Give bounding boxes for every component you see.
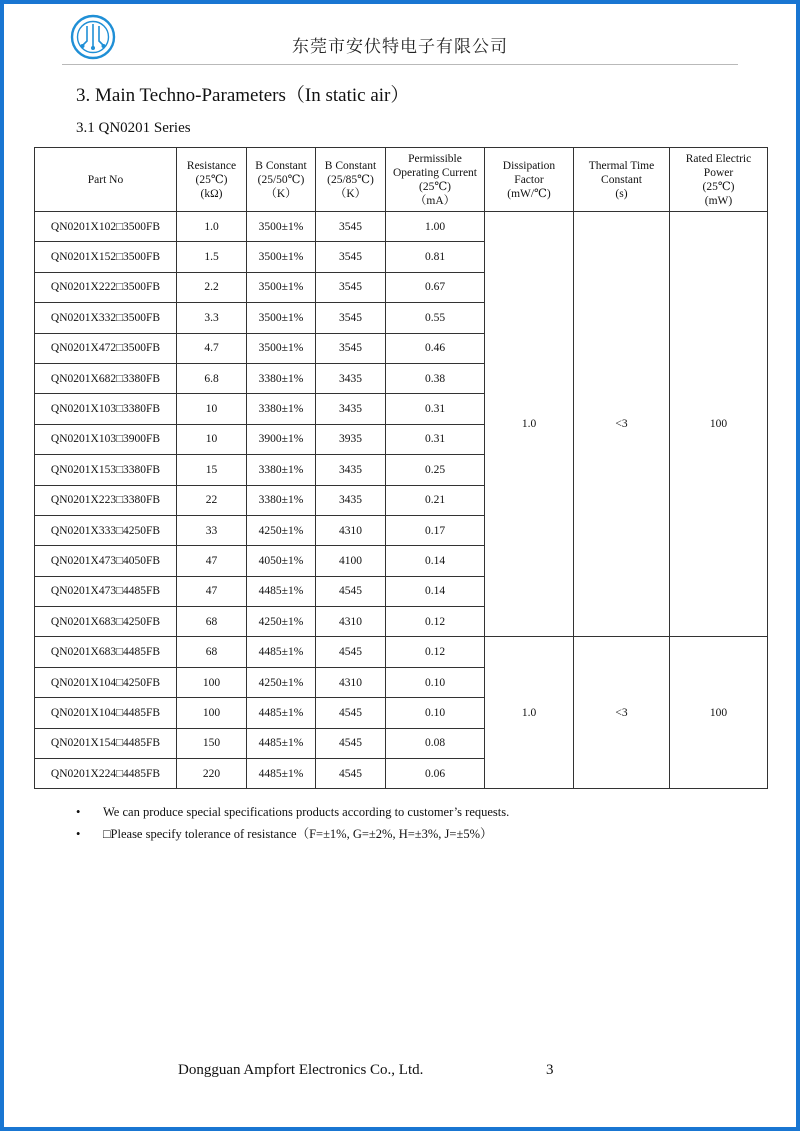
part-no-cell: QN0201X103□3380FB xyxy=(35,394,177,424)
b-constant-85-cell: 4310 xyxy=(316,667,386,697)
b-constant-50-cell: 3380±1% xyxy=(247,485,316,515)
header-line-text: (s) xyxy=(615,187,628,200)
table-row xyxy=(35,637,768,667)
notes-list xyxy=(76,801,509,845)
operating-current-cell: 0.81 xyxy=(386,242,485,272)
operating-current-cell: 0.08 xyxy=(386,728,485,758)
part-no-cell: QN0201X473□4485FB xyxy=(35,576,177,606)
b-constant-50-cell: 4250±1% xyxy=(247,607,316,637)
b-constant-85-cell: 4545 xyxy=(316,698,386,728)
part-no-cell: QN0201X472□3500FB xyxy=(35,333,177,363)
b-constant-50-cell: 3500±1% xyxy=(247,212,316,242)
operating-current-cell: 0.17 xyxy=(386,515,485,545)
operating-current-cell: 0.31 xyxy=(386,394,485,424)
b-constant-50-cell: 3500±1% xyxy=(247,272,316,302)
resistance-cell: 68 xyxy=(177,637,247,667)
resistance-cell: 100 xyxy=(177,698,247,728)
resistance-cell: 15 xyxy=(177,455,247,485)
part-no-cell: QN0201X154□4485FB xyxy=(35,728,177,758)
header-b-constant-25-50 xyxy=(247,148,316,212)
header-line-text: (25℃) xyxy=(418,180,452,193)
b-constant-50-cell: 4485±1% xyxy=(247,759,316,789)
header-line-text: B Constant xyxy=(324,159,377,172)
header-divider xyxy=(62,64,738,65)
part-no-cell: QN0201X104□4485FB xyxy=(35,698,177,728)
operating-current-cell: 0.21 xyxy=(386,485,485,515)
resistance-cell: 33 xyxy=(177,515,247,545)
dissipation-factor-cell: 1.0 xyxy=(485,637,574,789)
bullet-icon: • xyxy=(76,827,81,841)
resistance-cell: 220 xyxy=(177,759,247,789)
part-no-cell: QN0201X104□4250FB xyxy=(35,667,177,697)
b-constant-85-cell: 4545 xyxy=(316,576,386,606)
operating-current-cell: 0.31 xyxy=(386,424,485,454)
b-constant-50-cell: 3500±1% xyxy=(247,303,316,333)
header-line-text: (mW/℃) xyxy=(507,187,551,200)
header-line-text: Factor xyxy=(514,173,544,186)
b-constant-85-cell: 4100 xyxy=(316,546,386,576)
parameter-table xyxy=(34,147,768,789)
table-header-row xyxy=(35,148,768,212)
b-constant-50-cell: 4485±1% xyxy=(247,728,316,758)
table-row xyxy=(35,212,768,242)
part-no-cell: QN0201X222□3500FB xyxy=(35,272,177,302)
header-line-text: Power xyxy=(703,166,734,179)
b-constant-50-cell: 3500±1% xyxy=(247,242,316,272)
header-thermal-time-constant xyxy=(574,148,670,212)
resistance-cell: 10 xyxy=(177,424,247,454)
note-text: We can produce special specifications products according to customer’s requests. xyxy=(103,805,510,819)
resistance-cell: 1.5 xyxy=(177,242,247,272)
part-no-cell: QN0201X152□3500FB xyxy=(35,242,177,272)
header-line-text: Constant xyxy=(601,173,642,186)
header-line-text: Resistance xyxy=(186,159,237,172)
footer-company: Dongguan Ampfort Electronics Co., Ltd. xyxy=(178,1062,424,1078)
header-line-text: Rated Electric xyxy=(685,152,752,165)
b-constant-85-cell: 4310 xyxy=(316,515,386,545)
b-constant-85-cell: 3545 xyxy=(316,242,386,272)
resistance-cell: 6.8 xyxy=(177,363,247,393)
part-no-cell: QN0201X223□3380FB xyxy=(35,485,177,515)
header-line-text: （K） xyxy=(334,187,367,200)
b-constant-50-cell: 4250±1% xyxy=(247,515,316,545)
header-line-text: (25℃) xyxy=(195,173,228,186)
table-body xyxy=(35,212,768,789)
header-b-constant-25-85 xyxy=(316,148,386,212)
thermal-time-cell: <3 xyxy=(574,212,670,637)
resistance-cell: 100 xyxy=(177,667,247,697)
b-constant-85-cell: 3435 xyxy=(316,455,386,485)
b-constant-85-cell: 3435 xyxy=(316,394,386,424)
part-no-cell: QN0201X683□4485FB xyxy=(35,637,177,667)
part-no-cell: QN0201X103□3900FB xyxy=(35,424,177,454)
b-constant-85-cell: 3435 xyxy=(316,485,386,515)
b-constant-85-cell: 3435 xyxy=(316,363,386,393)
b-constant-50-cell: 4485±1% xyxy=(247,698,316,728)
operating-current-cell: 0.12 xyxy=(386,637,485,667)
header-line-text: (25/85℃) xyxy=(327,173,374,186)
part-no-cell: QN0201X102□3500FB xyxy=(35,212,177,242)
operating-current-cell: 1.00 xyxy=(386,212,485,242)
header-dissipation-factor xyxy=(485,148,574,212)
company-name-cn: 东莞市安伏特电子有限公司 xyxy=(292,37,508,57)
operating-current-cell: 0.10 xyxy=(386,698,485,728)
header-line-text: (kΩ) xyxy=(200,187,223,200)
header-line-text: Operating Current xyxy=(393,166,477,179)
b-constant-50-cell: 4485±1% xyxy=(247,637,316,667)
resistance-cell: 3.3 xyxy=(177,303,247,333)
part-no-cell: QN0201X473□4050FB xyxy=(35,546,177,576)
page-number: 3 xyxy=(546,1062,554,1078)
rated-power-cell: 100 xyxy=(670,637,768,789)
rated-power-cell: 100 xyxy=(670,212,768,637)
header-line-text: (25/50℃) xyxy=(257,173,305,186)
operating-current-cell: 0.10 xyxy=(386,667,485,697)
b-constant-85-cell: 4310 xyxy=(316,607,386,637)
header-line-text: Part No xyxy=(87,173,124,186)
part-no-cell: QN0201X153□3380FB xyxy=(35,455,177,485)
header-line-text: Thermal Time xyxy=(588,159,655,172)
header-operating-current xyxy=(386,148,485,212)
resistance-cell: 68 xyxy=(177,607,247,637)
header-line-text: （K） xyxy=(265,187,297,200)
operating-current-cell: 0.12 xyxy=(386,607,485,637)
header-part-no xyxy=(35,148,177,212)
resistance-cell: 22 xyxy=(177,485,247,515)
resistance-cell: 10 xyxy=(177,394,247,424)
header-line-text: Permissible xyxy=(408,152,462,165)
header-line-text: （mA） xyxy=(414,194,456,207)
section-title: 3. Main Techno-Parameters（In static air） xyxy=(76,85,410,106)
operating-current-cell: 0.06 xyxy=(386,759,485,789)
b-constant-50-cell: 4250±1% xyxy=(247,667,316,697)
b-constant-50-cell: 3380±1% xyxy=(247,363,316,393)
b-constant-50-cell: 3380±1% xyxy=(247,394,316,424)
operating-current-cell: 0.14 xyxy=(386,576,485,606)
b-constant-85-cell: 3545 xyxy=(316,303,386,333)
operating-current-cell: 0.67 xyxy=(386,272,485,302)
resistance-cell: 47 xyxy=(177,576,247,606)
resistance-cell: 2.2 xyxy=(177,272,247,302)
note-text: □Please specify tolerance of resistance（F=±1%, G=±2%, H=±3%, J=±5%） xyxy=(103,827,493,841)
header-resistance xyxy=(177,148,247,212)
bullet-icon: • xyxy=(76,805,81,819)
b-constant-50-cell: 4050±1% xyxy=(247,546,316,576)
b-constant-85-cell: 4545 xyxy=(316,759,386,789)
resistance-cell: 150 xyxy=(177,728,247,758)
part-no-cell: QN0201X224□4485FB xyxy=(35,759,177,789)
b-constant-85-cell: 3545 xyxy=(316,333,386,363)
operating-current-cell: 0.38 xyxy=(386,363,485,393)
dissipation-factor-cell: 1.0 xyxy=(485,212,574,637)
b-constant-85-cell: 4545 xyxy=(316,728,386,758)
b-constant-85-cell: 3545 xyxy=(316,212,386,242)
b-constant-85-cell: 3545 xyxy=(316,272,386,302)
resistance-cell: 4.7 xyxy=(177,333,247,363)
b-constant-85-cell: 3935 xyxy=(316,424,386,454)
part-no-cell: QN0201X683□4250FB xyxy=(35,607,177,637)
operating-current-cell: 0.55 xyxy=(386,303,485,333)
operating-current-cell: 0.46 xyxy=(386,333,485,363)
note-item xyxy=(76,823,509,845)
header-line-text: (25℃) xyxy=(702,180,735,193)
b-constant-50-cell: 3900±1% xyxy=(247,424,316,454)
resistance-cell: 47 xyxy=(177,546,247,576)
header-line-text: B Constant xyxy=(255,159,307,172)
part-no-cell: QN0201X682□3380FB xyxy=(35,363,177,393)
b-constant-50-cell: 4485±1% xyxy=(247,576,316,606)
b-constant-85-cell: 4545 xyxy=(316,637,386,667)
thermal-time-cell: <3 xyxy=(574,637,670,789)
note-item xyxy=(76,801,509,823)
resistance-cell: 1.0 xyxy=(177,212,247,242)
operating-current-cell: 0.14 xyxy=(386,546,485,576)
part-no-cell: QN0201X333□4250FB xyxy=(35,515,177,545)
header-rated-power xyxy=(670,148,768,212)
operating-current-cell: 0.25 xyxy=(386,455,485,485)
part-no-cell: QN0201X332□3500FB xyxy=(35,303,177,333)
b-constant-50-cell: 3380±1% xyxy=(247,455,316,485)
b-constant-50-cell: 3500±1% xyxy=(247,333,316,363)
header-line-text: (mW) xyxy=(704,194,733,207)
subsection-title: 3.1 QN0201 Series xyxy=(76,120,191,136)
header-line-text: Dissipation xyxy=(502,159,556,172)
